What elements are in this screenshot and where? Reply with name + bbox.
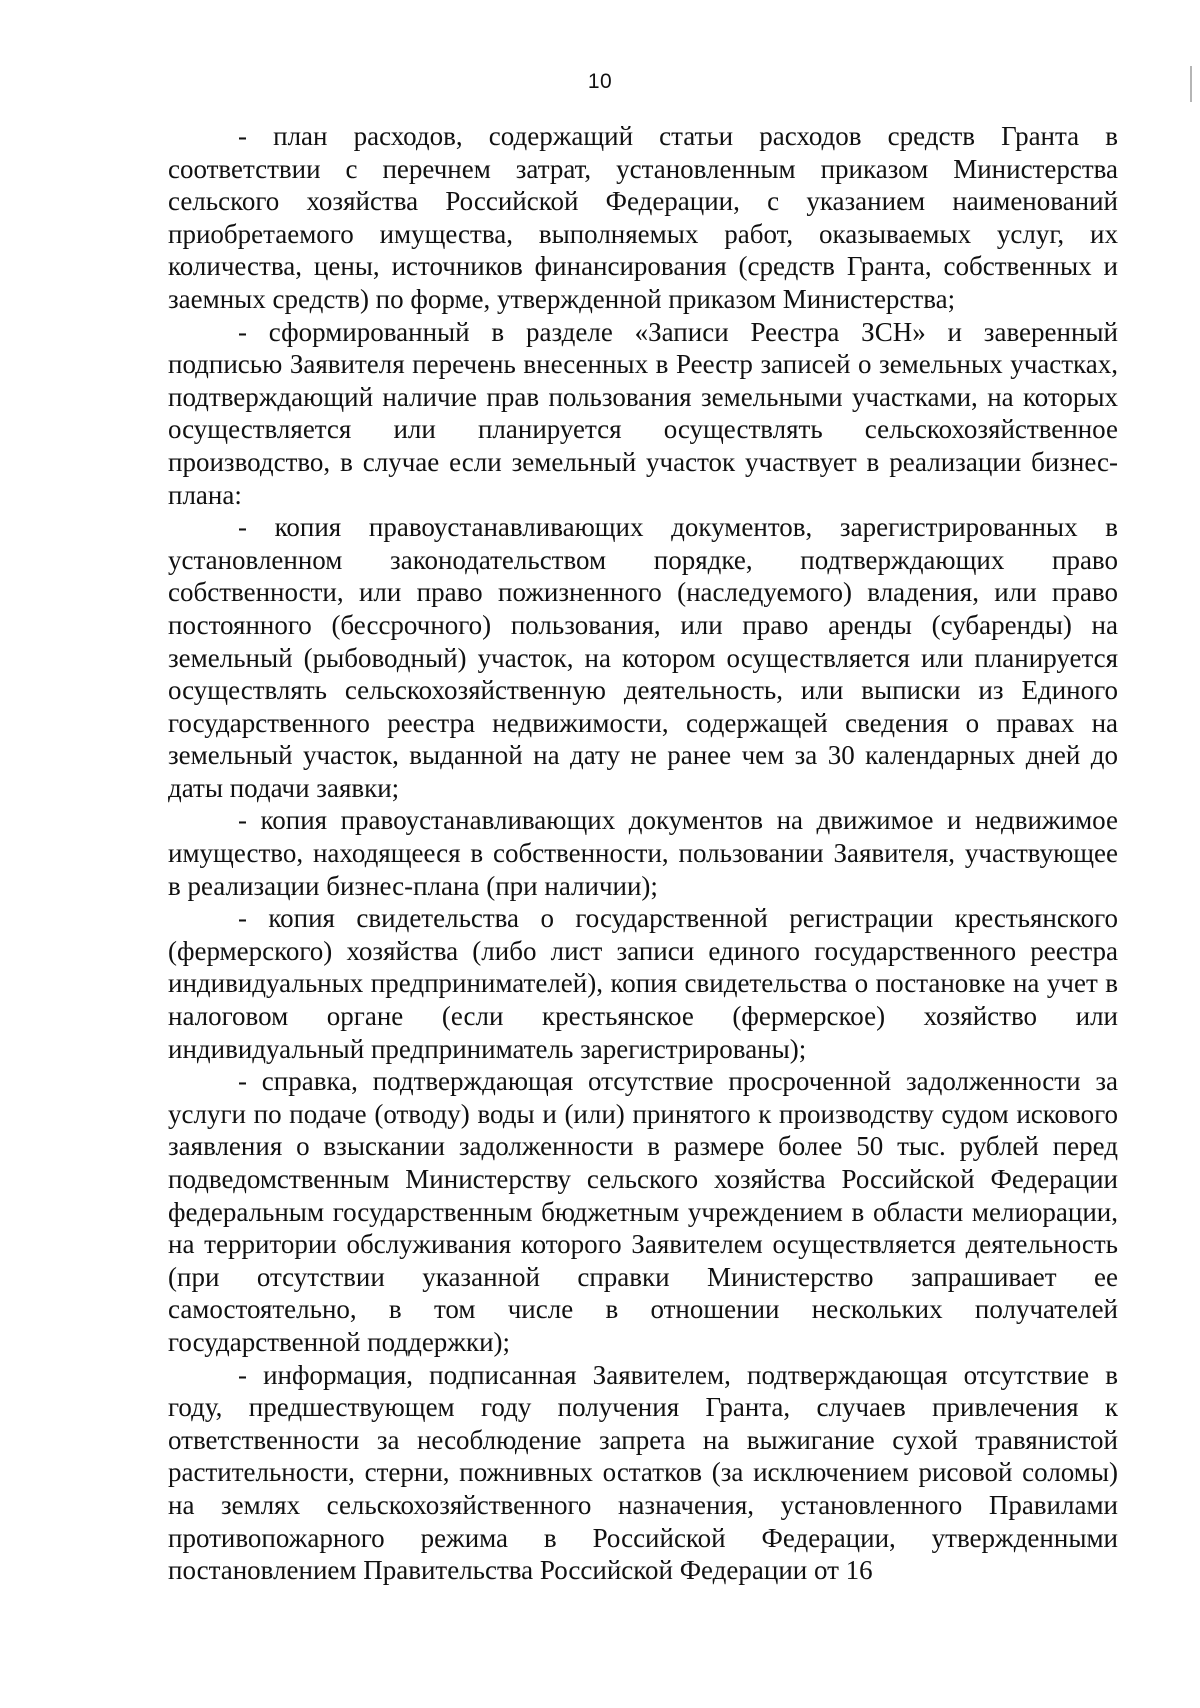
paragraph-fire-safety-info: - информация, подписанная Заявителем, подтверждающая отсутствие в году, предшествующем году получения Гранта, случаев привлечения к ответственности за несоблюдение запрета на выжигание сухой травянистой растительности, стерни, пожнивных остатков (за исключением рисовой соломы) на землях сельскохозяйственного назначения, установленного Правилами противопожарного режима в Российской Федерации, утвержденными постановлением Правительства Российской Федерации от 16 <box>168 1359 1118 1586</box>
paragraph-expense-plan: - план расходов, содержащий статьи расходов средств Гранта в соответствии с перечнем затрат, установленным приказом Министерства сельского хозяйства Российской Федерации, с указанием наименований приобретаемого имущества, выполняемых работ, оказываемых услуг, их количества, цены, источников финансирования (средств Гранта, собственных и заемных средств) по форме, утвержденной приказом Министерства; <box>168 121 1118 314</box>
paragraph-land-title-documents: - копия правоустанавливающих документов, зарегистрированных в установленном законодательством порядке, подтверждающих право собственности, или право пожизненного (наследуемого) владения, или право постоянного (бессрочного) пользования, или право аренды (субаренды) на земельный (рыбоводный) участок, на котором осуществляется или планируется осуществлять сельскохозяйственную деятельность, или выписки из Единого государственного реестра недвижимости, содержащей сведения о правах на земельный участок, выданной на дату не ранее чем за 30 календарных дней до даты подачи заявки; <box>168 512 1118 803</box>
paragraph-property-documents: - копия правоустанавливающих документов на движимое и недвижимое имущество, находящееся в собственности, пользовании Заявителя, участвующее в реализации бизнес-плана (при наличии); <box>168 805 1118 901</box>
scan-edge-mark <box>1190 66 1192 102</box>
paragraph-registration-certificate: - копия свидетельства о государственной регистрации крестьянского (фермерского) хозяйства (либо лист записи единого государственного реестра индивидуальных предпринимателей), копия свидетельства о постановке на учет в налоговом органе (если крестьянское (фермерское) хозяйство или индивидуальный предприниматель зарегистрированы); <box>168 903 1118 1064</box>
paragraph-land-registry-list: - сформированный в разделе «Записи Реестра ЗСН» и заверенный подписью Заявителя перечень внесенных в Реестр записей о земельных участках, подтверждающий наличие прав пользования земельными участками, на которых осуществляется или планируется осуществлять сельскохозяйственное производство, в случае если земельный участок участвует в реализации бизнес-плана: <box>168 316 1118 510</box>
document-body <box>168 120 1118 1587</box>
paragraph-water-debt-certificate: - справка, подтверждающая отсутствие просроченной задолженности за услуги по подаче (отводу) воды и (или) принятого к производству судом искового заявления о взыскании задолженности в размере более 50 тыс. рублей перед подведомственным Министерству сельского хозяйства Российской Федерации федеральным государственным бюджетным учреждением в области мелиорации, на территории обслуживания которого Заявителем осуществляется деятельность (при отсутствии указанной справки Министерство запрашивает ее самостоятельно, в том числе в отношении нескольких получателей государственной поддержки); <box>168 1066 1118 1357</box>
page-number: 10 <box>587 70 613 93</box>
